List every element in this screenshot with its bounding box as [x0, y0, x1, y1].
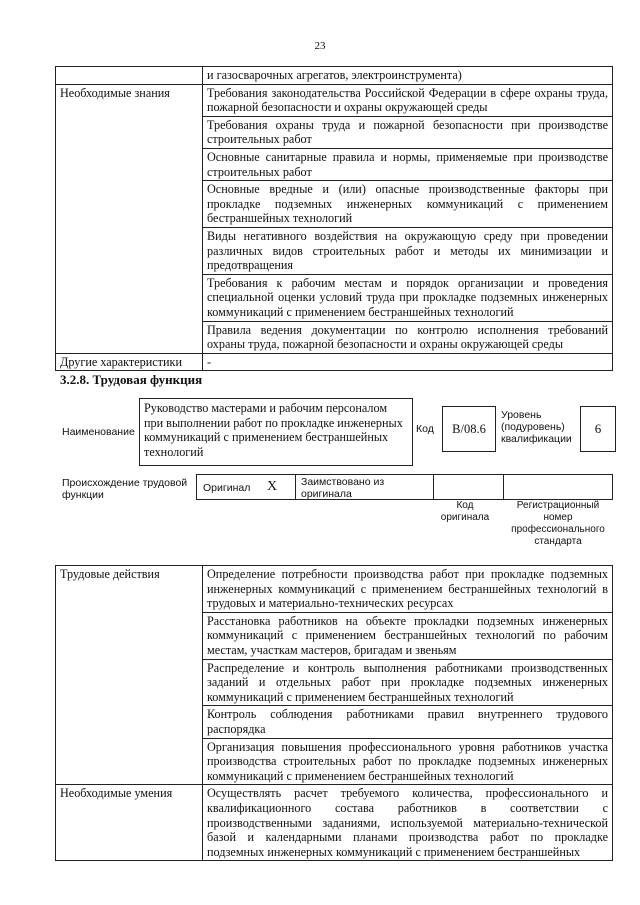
- row-label: [56, 148, 203, 180]
- level-value: 6: [580, 406, 616, 452]
- row-text: Требования охраны труда и пожарной безопасности при производстве строительных работ: [203, 116, 613, 148]
- row-label: [56, 738, 203, 785]
- table-row: [56, 785, 613, 861]
- table-row: [56, 706, 613, 738]
- original-label: Оригинал: [203, 482, 251, 494]
- divider: [295, 475, 296, 499]
- row-label: [56, 274, 203, 321]
- origin-label: Происхождение трудовой функции: [62, 477, 188, 501]
- table-row: [56, 612, 613, 659]
- function-name: Руководство мастерами и рабочим персоналом при выполнении работ по прокладке инженерных коммуникаций с применением бестраншейных технологий: [139, 398, 413, 466]
- row-text: Виды негативного воздействия на окружающую среду при проведении различных видов строительных работ и методы их минимизации и предотвращения: [203, 227, 613, 274]
- row-text: Контроль соблюдения работниками правил внутреннего трудового распорядка: [203, 706, 613, 738]
- reg-caption: Регистрационный номер профессионального стандарта: [511, 500, 605, 547]
- actions-table: [55, 565, 613, 861]
- row-text: Распределение и контроль выполнения работниками производственных заданий и отдельных работ при прокладке подземных инженерных коммуникаций с применением бестраншейных технологий: [203, 659, 613, 706]
- knowledge-table: [55, 66, 613, 371]
- table-row: [56, 738, 613, 785]
- row-label: Необходимые знания: [56, 84, 203, 116]
- row-text: Правила ведения документации по контролю исполнения требований охраны труда, пожарной безопасности и охраны окружающей среды: [203, 321, 613, 353]
- divider: [503, 475, 504, 499]
- row-label: [56, 67, 203, 85]
- page-number: 23: [314, 40, 326, 52]
- row-label: [56, 181, 203, 228]
- row-text: Организация повышения профессионального уровня работников участка производства строительных работ по прокладке подземных инженерных коммуникаций с применением бестраншейных технологий: [203, 738, 613, 785]
- level-label: Уровень (подуровень) квалификации: [501, 409, 572, 445]
- divider: [433, 475, 434, 499]
- row-label: [56, 659, 203, 706]
- table-row: [56, 321, 613, 353]
- row-text: Требования к рабочим местам и порядок организации и проведения специальной оценки условий труда при прокладке подземных инженерных коммуникаций с применением бестраншейных технологий: [203, 274, 613, 321]
- origin-box: [196, 474, 613, 500]
- table-row: [56, 353, 613, 371]
- table-row: [56, 148, 613, 180]
- table-row: [56, 181, 613, 228]
- row-label: Другие характеристики: [56, 353, 203, 371]
- row-label: Трудовые действия: [56, 566, 203, 613]
- row-label: Необходимые умения: [56, 785, 203, 861]
- row-text: Осуществлять расчет требуемого количества, профессионального и квалификационного состава работников в соответствии с производственными заданиями, используемой материально-технической базой и календарными планами производства работ по прокладке подземных инженерных коммуникаций с применением бестраншейных: [203, 785, 613, 861]
- table-row: [56, 566, 613, 613]
- table-row: [56, 84, 613, 116]
- row-label: [56, 612, 203, 659]
- row-text: Основные вредные и (или) опасные производственные факторы при прокладке подземных инженерных коммуникаций с применением бестраншейных технологий: [203, 181, 613, 228]
- code-caption: Код оригинала: [440, 500, 490, 523]
- table-row: [56, 67, 613, 85]
- table-row: [56, 227, 613, 274]
- table-row: [56, 274, 613, 321]
- row-label: [56, 116, 203, 148]
- row-label: [56, 321, 203, 353]
- row-label: [56, 227, 203, 274]
- section-heading: 3.2.8. Трудовая функция: [60, 372, 203, 387]
- code-label: Код: [416, 423, 434, 435]
- borrowed-label: Заимствовано из оригинала: [301, 476, 385, 500]
- row-text: -: [203, 353, 613, 371]
- name-label: Наименование: [62, 426, 135, 438]
- row-text: Основные санитарные правила и нормы, применяемые при производстве строительных работ: [203, 148, 613, 180]
- original-mark: X: [267, 479, 278, 494]
- row-text: Требования законодательства Российской Федерации в сфере охраны труда, пожарной безопасности и охраны окружающей среды: [203, 84, 613, 116]
- row-text: Расстановка работников на объекте прокладки подземных инженерных коммуникаций с применением бестраншейных технологий по рабочим местам, участкам мастеров, бригадам и звеньям: [203, 612, 613, 659]
- row-text: и газосварочных агрегатов, электроинструмента): [203, 67, 613, 85]
- row-label: [56, 706, 203, 738]
- table-row: [56, 659, 613, 706]
- row-text: Определение потребности производства работ при прокладке подземных инженерных коммуникаций с применением бестраншейных технологий в трудовых и материально-технических ресурсах: [203, 566, 613, 613]
- function-code: B/08.6: [442, 406, 496, 452]
- table-row: [56, 116, 613, 148]
